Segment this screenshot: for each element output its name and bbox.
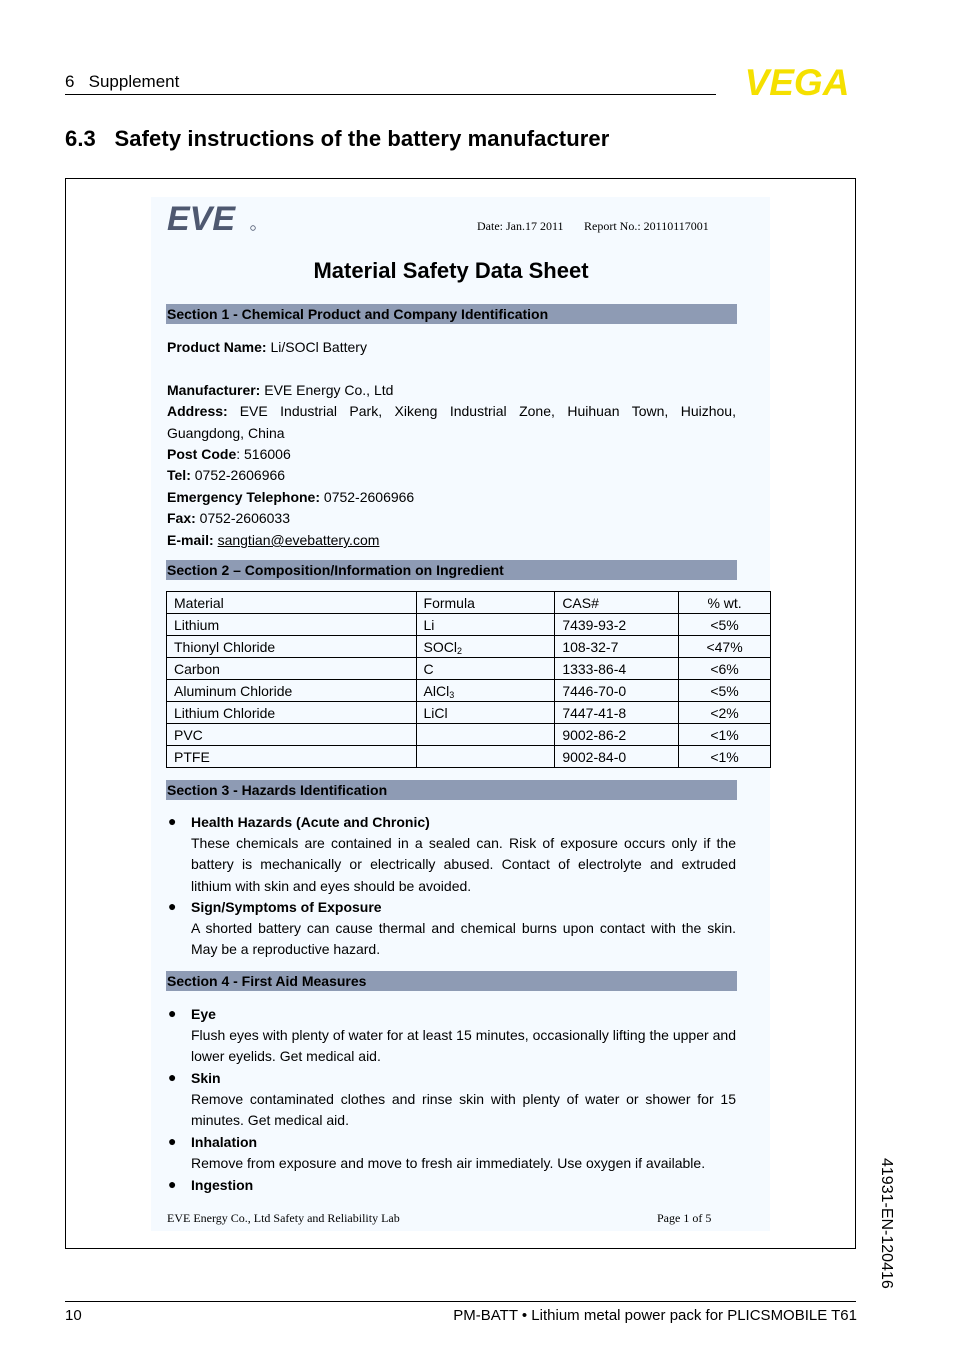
msds-footer-page: Page 1 of 5 [657,1211,712,1225]
formula-cell [416,724,555,746]
eye-title: Eye [191,1006,216,1022]
fax [167,509,290,527]
product-name [167,338,367,356]
header-section-title: 6 Supplement [65,72,180,91]
material-cell: Thionyl Chloride [167,636,417,658]
cas-cell: 7447-41-8 [555,702,679,724]
post-code-label: Post Code [167,446,237,462]
table-row [167,636,771,658]
msds-report-number: Report No.: 20110117001 [584,219,709,233]
formula-text: Li [423,616,435,633]
column-header-weight: % wt. [679,592,771,614]
cas-cell: 9002-86-2 [555,724,679,746]
emergency-telephone [167,488,414,506]
manufacturer-value: EVE Energy Co., Ltd [260,382,394,398]
material-cell: Carbon [167,658,417,680]
inhalation-title: Inhalation [191,1134,258,1150]
post-code-value: : 516006 [236,446,291,462]
side-document-code [868,1158,908,1308]
header-divider [65,94,716,95]
emergency-telephone-value: 0752-2606966 [320,489,415,505]
manufacturer-label: Manufacturer: [167,382,261,398]
material-cell: Lithium [167,614,417,636]
product-name-label: Product Name: [167,339,267,355]
footer-document-title: PM-BATT • Lithium metal power pack for PLICSMOBILE T61 [453,1307,857,1324]
skin-text: Remove contaminated clothes and rinse skin with plenty of water or shower for 15 minutes. Get medical aid. [191,1091,736,1129]
msds-footer-lab: EVE Energy Co., Ltd Safety and Reliability Lab [167,1211,400,1225]
email-label: E-mail: [167,532,214,548]
cas-cell: 9002-84-0 [555,746,679,768]
health-hazards-title: Health Hazards (Acute and Chronic) [191,814,430,830]
table-row [167,614,771,636]
emergency-telephone-label: Emergency Telephone: [167,489,321,505]
telephone [167,466,285,484]
eye-text: Flush eyes with plenty of water for at least 15 minutes, occasionally lifting the upper and lower eyelids. Get medical aid. [191,1027,736,1065]
column-header-formula: Formula [416,592,555,614]
formula-cell [416,702,555,724]
email [167,531,379,549]
symptoms-title: Sign/Symptoms of Exposure [191,899,382,915]
health-hazards-text: These chemicals are contained in a sealed can. Risk of exposure occurs only if the battery is mechanically or electrically abused. Contact of electrolyte and extruded lithium with skin and eyes should be avoided. [191,835,736,894]
address-label: Address: [167,403,228,419]
bullet-icon: ● [168,1133,177,1149]
page-number: 10 [65,1307,82,1324]
msds-date: Date: Jan.17 2011 [477,219,564,233]
telephone-label: Tel: [167,467,191,483]
eve-logo-text: EVE [167,200,236,234]
weight-cell: <47% [679,636,771,658]
weight-cell: <1% [679,724,771,746]
material-cell: Aluminum Chloride [167,680,417,702]
table-header-row [167,592,771,614]
fax-value: 0752-2606033 [195,510,290,526]
material-cell: PTFE [167,746,417,768]
fax-label: Fax: [167,510,196,526]
section-3-header: Section 3 - Hazards Identification [166,780,737,800]
email-link[interactable]: sangtian@evebattery.com [217,532,380,548]
post-code [167,445,291,463]
formula-cell [416,746,555,768]
table-row [167,702,771,724]
address-value: EVE Industrial Park, Xikeng Industrial Zone, Huihuan Town, Huizhou, [239,403,736,419]
table-row [167,658,771,680]
material-cell: PVC [167,724,417,746]
formula-cell [416,658,555,680]
ingestion-title: Ingestion [191,1177,254,1193]
formula-subscript: 3 [449,689,455,700]
formula-text: SOCl [423,638,457,655]
telephone-value: 0752-2606966 [190,467,286,483]
side-code-text: 41931-EN-120416 [878,1158,895,1289]
table-row [167,680,771,702]
address [167,402,736,420]
weight-cell: <1% [679,746,771,768]
table-row [167,724,771,746]
table-row [167,746,771,768]
formula-cell [416,680,555,702]
weight-cell: <5% [679,614,771,636]
section-1-header: Section 1 - Chemical Product and Company Identification [166,304,737,324]
bullet-icon: ● [168,813,177,829]
ingredients-table [166,591,771,768]
cas-cell: 7446-70-0 [555,680,679,702]
weight-cell: <5% [679,680,771,702]
formula-cell [416,636,555,658]
inhalation-text: Remove from exposure and move to fresh air immediately. Use oxygen if available. [191,1155,706,1171]
vega-logo [734,64,860,100]
bullet-icon: ● [168,1069,177,1085]
material-cell: Lithium Chloride [167,702,417,724]
cas-cell: 108-32-7 [555,636,679,658]
section-4-header: Section 4 - First Aid Measures [166,971,737,991]
symptoms-text: A shorted battery can cause thermal and chemical burns upon contact with the skin. May be a reproductive hazard. [191,920,736,958]
address-line-2: Guangdong, China [167,425,285,441]
cas-cell: 7439-93-2 [555,614,679,636]
column-header-material: Material [167,592,417,614]
manufacturer [167,381,393,399]
formula-text: C [423,660,434,677]
skin-title: Skin [191,1070,221,1086]
msds-title: Material Safety Data Sheet [313,258,589,283]
bullet-icon: ● [168,1005,177,1021]
footer-divider [65,1301,856,1302]
formula-text: AlCl [423,682,450,699]
cas-cell: 1333-86-4 [555,658,679,680]
formula-text: LiCl [423,704,448,721]
formula-subscript: 2 [456,645,462,656]
eve-logo [167,198,259,234]
bullet-icon: ● [168,898,177,914]
weight-cell: <6% [679,658,771,680]
formula-cell [416,614,555,636]
bullet-icon: ● [168,1176,177,1192]
vega-logo-text: VEGA [744,64,850,100]
weight-cell: <2% [679,702,771,724]
section-2-header: Section 2 – Composition/Information on Ingredient [166,560,737,580]
product-name-value: Li/SOCl Battery [266,339,367,355]
page-title: 6.3 Safety instructions of the battery manufacturer [65,126,610,151]
column-header-cas: CAS# [555,592,679,614]
